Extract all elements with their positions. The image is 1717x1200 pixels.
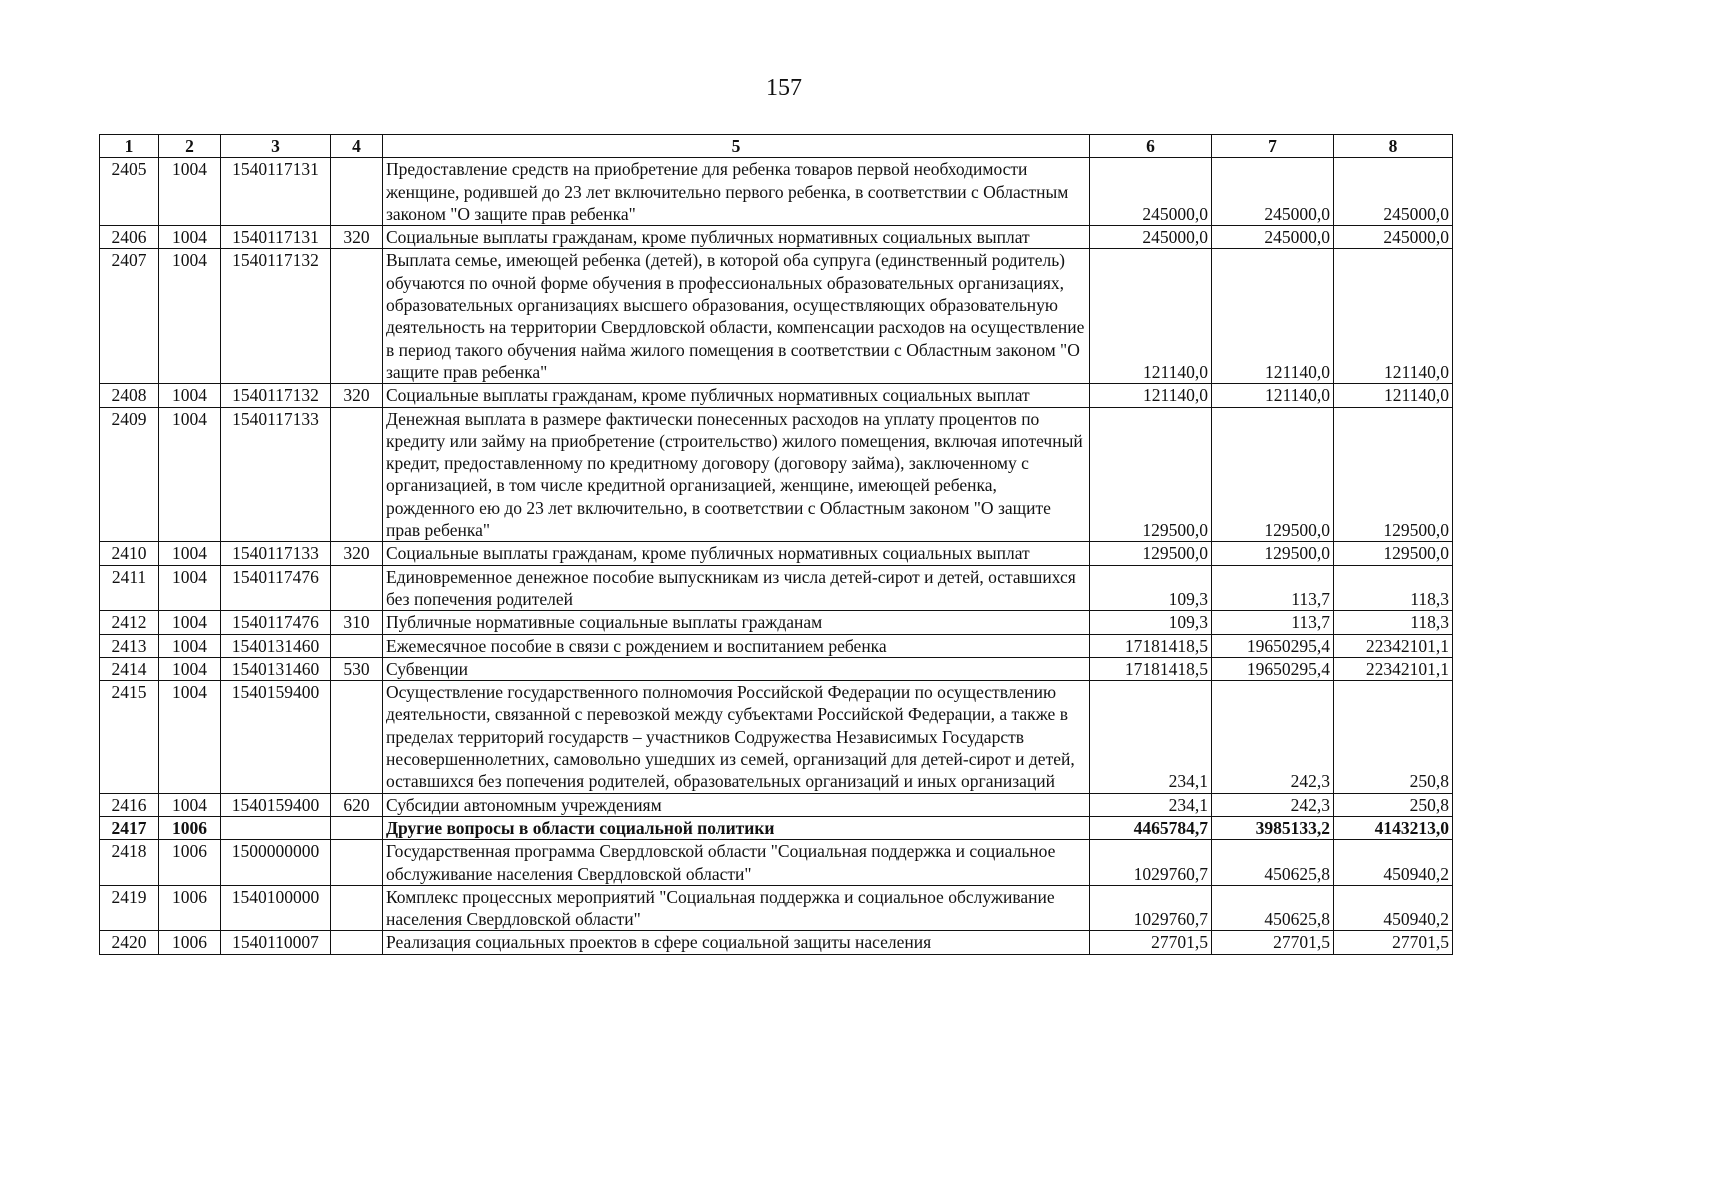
target-code-cell: 1540117476 [221, 565, 331, 611]
expense-type-cell: 310 [331, 611, 383, 634]
table-row [100, 226, 1453, 249]
amount-col6-cell: 245000,0 [1090, 226, 1212, 249]
amount-col7-cell: 129500,0 [1212, 407, 1334, 542]
row-number-cell: 2415 [100, 681, 159, 793]
amount-col7-cell: 3985133,2 [1212, 816, 1334, 839]
table-row [100, 681, 1453, 793]
target-code-cell: 1540159400 [221, 681, 331, 793]
amount-col7-cell: 450625,8 [1212, 885, 1334, 931]
row-number-cell: 2407 [100, 249, 159, 384]
description-cell: Социальные выплаты гражданам, кроме публичных нормативных социальных выплат [383, 542, 1090, 565]
row-number-cell: 2406 [100, 226, 159, 249]
row-number-cell: 2409 [100, 407, 159, 542]
header-cell: 1 [100, 135, 159, 158]
table-row [100, 793, 1453, 816]
table-row [100, 611, 1453, 634]
expense-type-cell [331, 681, 383, 793]
amount-col6-cell: 109,3 [1090, 611, 1212, 634]
amount-col7-cell: 129500,0 [1212, 542, 1334, 565]
section-code-cell: 1004 [159, 542, 221, 565]
row-number-cell: 2417 [100, 816, 159, 839]
row-number-cell: 2414 [100, 657, 159, 680]
target-code-cell: 1540117132 [221, 384, 331, 407]
description-cell: Ежемесячное пособие в связи с рождением и воспитанием ребенка [383, 634, 1090, 657]
row-number-cell: 2411 [100, 565, 159, 611]
description-cell: Социальные выплаты гражданам, кроме публичных нормативных социальных выплат [383, 384, 1090, 407]
target-code-cell: 1540159400 [221, 793, 331, 816]
section-code-cell: 1004 [159, 226, 221, 249]
expense-type-cell [331, 931, 383, 954]
amount-col8-cell: 129500,0 [1334, 542, 1453, 565]
amount-col8-cell: 250,8 [1334, 681, 1453, 793]
target-code-cell: 1540117133 [221, 542, 331, 565]
table-row [100, 816, 1453, 839]
table-row [100, 634, 1453, 657]
amount-col7-cell: 242,3 [1212, 681, 1334, 793]
description-cell: Единовременное денежное пособие выпускникам из числа детей-сирот и детей, оставшихся без попечения родителей [383, 565, 1090, 611]
header-cell: 3 [221, 135, 331, 158]
table-row [100, 158, 1453, 226]
section-code-cell: 1004 [159, 611, 221, 634]
amount-col7-cell: 19650295,4 [1212, 657, 1334, 680]
header-cell: 7 [1212, 135, 1334, 158]
amount-col6-cell: 234,1 [1090, 681, 1212, 793]
description-cell: Денежная выплата в размере фактически понесенных расходов на уплату процентов по кредиту или займу на приобретение (строительство) жилого помещения, включая ипотечный кредит, предоставленному по кредитному договору (договору займа), заключенному с организацией, в том числе кредитной организацией, женщине, имеющей ребенка, рожденного ею до 23 лет включительно, в соответствии с Областным законом "О защите прав ребенка" [383, 407, 1090, 542]
description-cell: Субсидии автономным учреждениям [383, 793, 1090, 816]
amount-col8-cell: 121140,0 [1334, 249, 1453, 384]
amount-col6-cell: 121140,0 [1090, 384, 1212, 407]
amount-col8-cell: 4143213,0 [1334, 816, 1453, 839]
section-code-cell: 1006 [159, 816, 221, 839]
expense-type-cell: 320 [331, 542, 383, 565]
table-row [100, 885, 1453, 931]
section-code-cell: 1006 [159, 931, 221, 954]
header-cell: 5 [383, 135, 1090, 158]
amount-col6-cell: 121140,0 [1090, 249, 1212, 384]
amount-col8-cell: 450940,2 [1334, 885, 1453, 931]
header-cell: 4 [331, 135, 383, 158]
target-code-cell: 1540131460 [221, 634, 331, 657]
amount-col6-cell: 27701,5 [1090, 931, 1212, 954]
amount-col6-cell: 1029760,7 [1090, 885, 1212, 931]
amount-col8-cell: 450940,2 [1334, 840, 1453, 886]
section-code-cell: 1006 [159, 840, 221, 886]
target-code-cell: 1540117131 [221, 226, 331, 249]
amount-col8-cell: 118,3 [1334, 565, 1453, 611]
section-code-cell: 1004 [159, 249, 221, 384]
amount-col7-cell: 113,7 [1212, 565, 1334, 611]
amount-col7-cell: 121140,0 [1212, 384, 1334, 407]
expense-type-cell [331, 840, 383, 886]
amount-col8-cell: 121140,0 [1334, 384, 1453, 407]
page-number: 157 [766, 75, 802, 101]
amount-col7-cell: 245000,0 [1212, 158, 1334, 226]
table-body [100, 158, 1453, 954]
target-code-cell: 1540131460 [221, 657, 331, 680]
amount-col6-cell: 17181418,5 [1090, 634, 1212, 657]
amount-col8-cell: 118,3 [1334, 611, 1453, 634]
table-row [100, 249, 1453, 384]
table-row [100, 565, 1453, 611]
target-code-cell: 1540117131 [221, 158, 331, 226]
description-cell: Субвенции [383, 657, 1090, 680]
target-code-cell: 1540117132 [221, 249, 331, 384]
description-cell: Социальные выплаты гражданам, кроме публичных нормативных социальных выплат [383, 226, 1090, 249]
amount-col6-cell: 129500,0 [1090, 542, 1212, 565]
section-code-cell: 1004 [159, 158, 221, 226]
row-number-cell: 2405 [100, 158, 159, 226]
row-number-cell: 2412 [100, 611, 159, 634]
target-code-cell: 1540100000 [221, 885, 331, 931]
amount-col8-cell: 250,8 [1334, 793, 1453, 816]
amount-col6-cell: 1029760,7 [1090, 840, 1212, 886]
amount-col8-cell: 129500,0 [1334, 407, 1453, 542]
description-cell: Реализация социальных проектов в сфере социальной защиты населения [383, 931, 1090, 954]
expense-type-cell: 620 [331, 793, 383, 816]
amount-col7-cell: 113,7 [1212, 611, 1334, 634]
amount-col6-cell: 109,3 [1090, 565, 1212, 611]
table-row [100, 657, 1453, 680]
target-code-cell: 1540117133 [221, 407, 331, 542]
amount-col7-cell: 242,3 [1212, 793, 1334, 816]
target-code-cell: 1540117476 [221, 611, 331, 634]
expense-type-cell [331, 158, 383, 226]
amount-col7-cell: 121140,0 [1212, 249, 1334, 384]
amount-col7-cell: 450625,8 [1212, 840, 1334, 886]
section-code-cell: 1004 [159, 565, 221, 611]
row-number-cell: 2410 [100, 542, 159, 565]
amount-col8-cell: 22342101,1 [1334, 634, 1453, 657]
amount-col6-cell: 17181418,5 [1090, 657, 1212, 680]
expense-type-cell: 320 [331, 384, 383, 407]
table-row [100, 407, 1453, 542]
amount-col8-cell: 245000,0 [1334, 226, 1453, 249]
description-cell: Комплекс процессных мероприятий "Социальная поддержка и социальное обслуживание населения Свердловской области" [383, 885, 1090, 931]
description-cell: Другие вопросы в области социальной политики [383, 816, 1090, 839]
amount-col6-cell: 245000,0 [1090, 158, 1212, 226]
table-row [100, 542, 1453, 565]
row-number-cell: 2419 [100, 885, 159, 931]
section-code-cell: 1004 [159, 384, 221, 407]
expense-type-cell [331, 249, 383, 384]
amount-col7-cell: 245000,0 [1212, 226, 1334, 249]
budget-table [99, 134, 1453, 955]
amount-col6-cell: 234,1 [1090, 793, 1212, 816]
description-cell: Осуществление государственного полномочия Российской Федерации по осуществлению деятельности, связанной с перевозкой между субъектами Российской Федерации, а также в пределах территорий государств – участников Содружества Независимых Государств несовершеннолетних, самовольно ушедших из семей, организаций для детей-сирот и детей, оставшихся без попечения родителей, образовательных организаций и иных организаций [383, 681, 1090, 793]
target-code-cell [221, 816, 331, 839]
description-cell: Государственная программа Свердловской области "Социальная поддержка и социальное обслуживание населения Свердловской области" [383, 840, 1090, 886]
section-code-cell: 1004 [159, 793, 221, 816]
expense-type-cell: 530 [331, 657, 383, 680]
row-number-cell: 2413 [100, 634, 159, 657]
section-code-cell: 1006 [159, 885, 221, 931]
header-cell: 8 [1334, 135, 1453, 158]
description-cell: Выплата семье, имеющей ребенка (детей), в которой оба супруга (единственный родитель) обучаются по очной форме обучения в профессиональных образовательных организациях, образовательных организациях высшего образования, осуществляющих образовательную деятельность на территории Свердловской области, компенсации расходов на осуществление в период такого обучения найма жилого помещения в соответствии с Областным законом "О защите прав ребенка" [383, 249, 1090, 384]
row-number-cell: 2408 [100, 384, 159, 407]
amount-col8-cell: 22342101,1 [1334, 657, 1453, 680]
section-code-cell: 1004 [159, 634, 221, 657]
description-cell: Предоставление средств на приобретение для ребенка товаров первой необходимости женщине, родившей до 23 лет включительно первого ребенка, в соответствии с Областным законом "О защите прав ребенка" [383, 158, 1090, 226]
section-code-cell: 1004 [159, 407, 221, 542]
description-cell: Публичные нормативные социальные выплаты гражданам [383, 611, 1090, 634]
expense-type-cell [331, 634, 383, 657]
expense-type-cell [331, 565, 383, 611]
amount-col7-cell: 19650295,4 [1212, 634, 1334, 657]
row-number-cell: 2416 [100, 793, 159, 816]
table-row [100, 931, 1453, 954]
header-cell: 6 [1090, 135, 1212, 158]
target-code-cell: 1500000000 [221, 840, 331, 886]
header-cell: 2 [159, 135, 221, 158]
target-code-cell: 1540110007 [221, 931, 331, 954]
expense-type-cell: 320 [331, 226, 383, 249]
table-row [100, 840, 1453, 886]
amount-col6-cell: 129500,0 [1090, 407, 1212, 542]
row-number-cell: 2420 [100, 931, 159, 954]
row-number-cell: 2418 [100, 840, 159, 886]
expense-type-cell [331, 885, 383, 931]
amount-col7-cell: 27701,5 [1212, 931, 1334, 954]
table-row [100, 384, 1453, 407]
expense-type-cell [331, 407, 383, 542]
expense-type-cell [331, 816, 383, 839]
amount-col6-cell: 4465784,7 [1090, 816, 1212, 839]
amount-col8-cell: 27701,5 [1334, 931, 1453, 954]
section-code-cell: 1004 [159, 681, 221, 793]
header-row [100, 135, 1453, 158]
section-code-cell: 1004 [159, 657, 221, 680]
amount-col8-cell: 245000,0 [1334, 158, 1453, 226]
